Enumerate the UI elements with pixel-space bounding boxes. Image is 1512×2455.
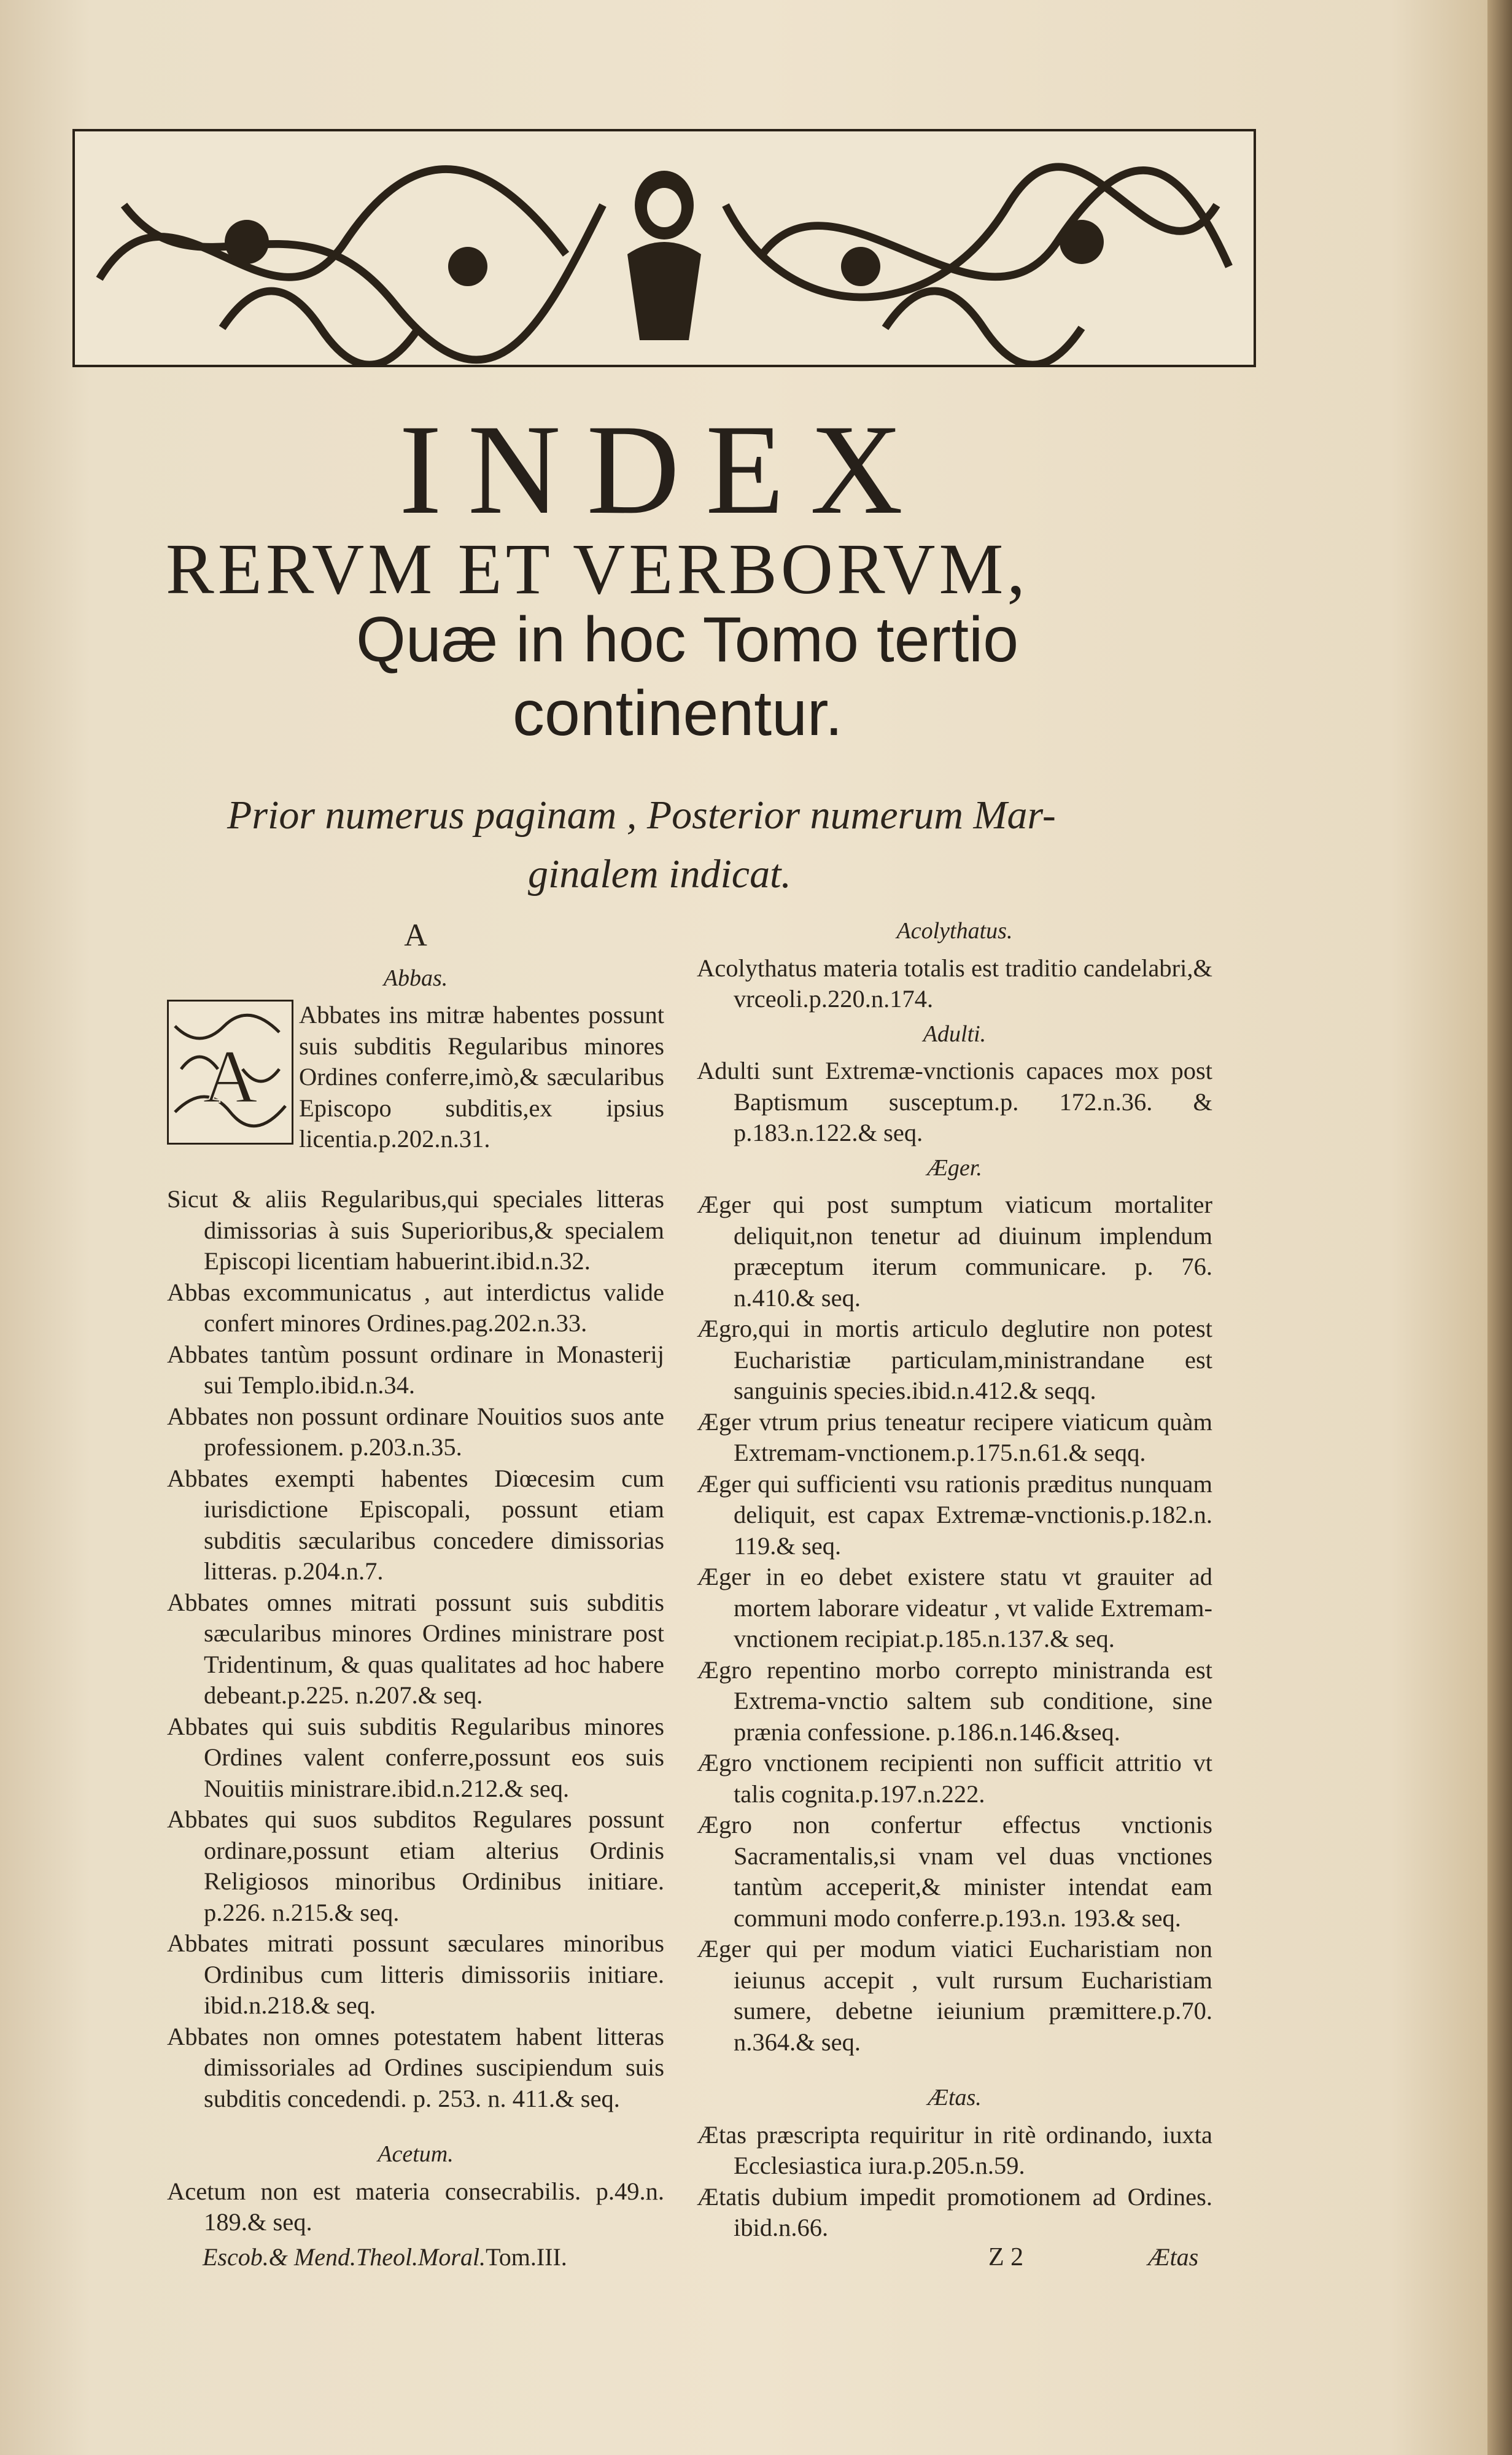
left-column xyxy=(167,912,664,2238)
index-entry: Adulti sunt Extremæ-vnctionis capaces mox post Baptismum susceptum.p. 172.n.36. & p.183.n.122.& seq. xyxy=(697,1057,1212,1146)
index-title: INDEX xyxy=(398,399,929,541)
index-entry: Abbates tantùm possunt ordinare in Monasterij sui Templo.ibid.n.34. xyxy=(167,1340,664,1399)
index-entry: Ægro,qui in mortis articulo deglutire non potest Eucharistiæ particulam,ministrandane est sanguinis species.ibid.n.412.& seqq. xyxy=(697,1315,1212,1404)
index-entry: Abbates qui suis subditis Regularibus minores Ordines valent conferre,possunt eos suis Nouitiis ministrare.ibid.n.212.& seq. xyxy=(167,1712,664,1802)
subtitle-line-1: Prior numerus paginam , Posterior numerum Mar- xyxy=(227,793,1056,838)
heading-aetas: Ætas. xyxy=(928,2085,982,2111)
index-entry: Ægro vnctionem recipienti non sufficit attritio vt talis cognita.p.197.n.222. xyxy=(697,1749,1212,1808)
index-entry: Ægro non confertur effectus vnctionis Sacramentalis,si vnam vel duas vnctiones tantùm acceperit,& minister intendat eam communi modo conferre.p.193.n. 193.& seq. xyxy=(697,1811,1212,1932)
svg-text:A: A xyxy=(203,1035,258,1119)
abbas-entries xyxy=(167,1184,664,2114)
heading-acetum: Acetum. xyxy=(378,2141,454,2167)
woodcut-headpiece xyxy=(72,129,1256,367)
index-entry: Æger vtrum prius teneatur recipere viaticum quàm Extremam-vnctionem.p.175.n.61.& seqq. xyxy=(697,1407,1212,1466)
index-entry: Abbates mitrati possunt sæculares minoribus Ordinibus cum litteris dimissoriis initiare. ibid.n.218.& seq. xyxy=(167,1929,664,2019)
first-entry-block xyxy=(167,1000,664,1184)
index-entry: Ætatis dubium impedit promotionem ad Ordines. ibid.n.66. xyxy=(697,2182,1212,2241)
title-quae-line: Quæ in hoc Tomo tertio xyxy=(356,604,1019,675)
index-entry: Acolythatus materia totalis est traditio candelabri,& vrceoli.p.220.n.174. xyxy=(697,954,1212,1013)
index-entry: Abbates ins mitræ habentes possunt suis subditis Regularibus minores Ordines conferre,imò,& sæcularibus Episcopo subditis,ex ipsius licentia.p.202.n.31. xyxy=(299,1001,664,1153)
subtitle-line-2: ginalem indicat. xyxy=(528,852,791,897)
index-entry: Æger qui sufficienti vsu rationis præditus nunquam deliquit, est capax Extremæ-vnctionis.p.182.n. 119.& seq. xyxy=(697,1469,1212,1560)
index-entry: Æger qui per modum viatici Eucharistiam non ieiunus accepit , vult rursum Eucharistiam sumere, debetne ieiunium præmittere.p.70. n.364.& seq. xyxy=(697,1935,1212,2056)
footer-author: Escob.& Mend.Theol.Moral. xyxy=(203,2243,486,2271)
title-rerum-et-verborum: RERVM ET VERBORVM, xyxy=(166,529,1029,609)
heading-acolythatus: Acolythatus. xyxy=(896,918,1013,944)
index-entry: Abbates exempti habentes Diœcesim cum iurisdictione Episcopali, possunt etiam subditis sæcularibus concedere dimissorias litteras. p.204.n.7. xyxy=(167,1464,664,1585)
heading-aeger: Æger. xyxy=(927,1154,982,1181)
heading-abbas: Abbas. xyxy=(383,965,448,991)
heading-adulti: Adulti. xyxy=(923,1021,987,1047)
section-letter: A xyxy=(404,918,427,953)
index-entry: Sicut & aliis Regularibus,qui speciales litteras dimissorias à suis Superioribus,& specialem Episcopi licentiam habuerint.ibid.n.32. xyxy=(167,1185,664,1275)
index-entry: Æger in eo debet existere statu vt grauiter ad mortem laborare videatur , vt valide Extremam-vnctionem recipiat.p.185.n.137.& seq. xyxy=(697,1563,1212,1652)
index-entry: Abbates omnes mitrati possunt suis subditis sæcularibus minores Ordines ministrare post Tridentinum, & quas qualitates ad hoc habere debeant.p.225. n.207.& seq. xyxy=(167,1588,664,1709)
right-column xyxy=(697,912,1212,2244)
signature-mark: Z 2 xyxy=(988,2243,1024,2271)
decorated-initial-icon xyxy=(167,1000,293,1145)
index-entry: Ætas præscripta requiritur in ritè ordinando, iuxta Ecclesiastica iura.p.205.n.59. xyxy=(697,2120,1212,2179)
title-continentur: continentur. xyxy=(513,678,843,749)
index-entry: Abbates qui suos subditos Regulares possunt ordinare,possunt etiam alterius Ordinis Religiosos minoribus Ordinibus initiare. p.226. n.215.& seq. xyxy=(167,1805,664,1926)
catchword: Ætas xyxy=(1148,2243,1199,2271)
footer-volume: Tom.III. xyxy=(486,2243,567,2271)
page-edge xyxy=(1487,0,1512,2455)
subtitle-note xyxy=(227,786,1209,904)
index-entry: Acetum non est materia consecrabilis. p.49.n. 189.& seq. xyxy=(167,2177,664,2236)
index-entry: Abbates non possunt ordinare Nouitios suos ante professionem. p.203.n.35. xyxy=(167,1402,664,1461)
index-entry: Abbates non omnes potestatem habent litteras dimissoriales ad Ordines suscipiendum suis subditis concedendi. p. 253. n. 411.& seq. xyxy=(167,2022,664,2112)
running-footer xyxy=(203,2243,567,2271)
index-entry: Abbas excommunicatus , aut interdictus valide confert minores Ordines.pag.202.n.33. xyxy=(167,1278,664,1337)
index-entry: Æger qui post sumptum viaticum mortaliter deliquit,non tenetur ad diuinum implendum præceptum iterum communicare. p. 76. n.410.& seq. xyxy=(697,1191,1212,1312)
index-entry: Ægro repentino morbo correpto ministranda est Extrema-vnctio saltem sub conditione, sine prænia confessione. p.186.n.146.&seq. xyxy=(697,1655,1212,1746)
